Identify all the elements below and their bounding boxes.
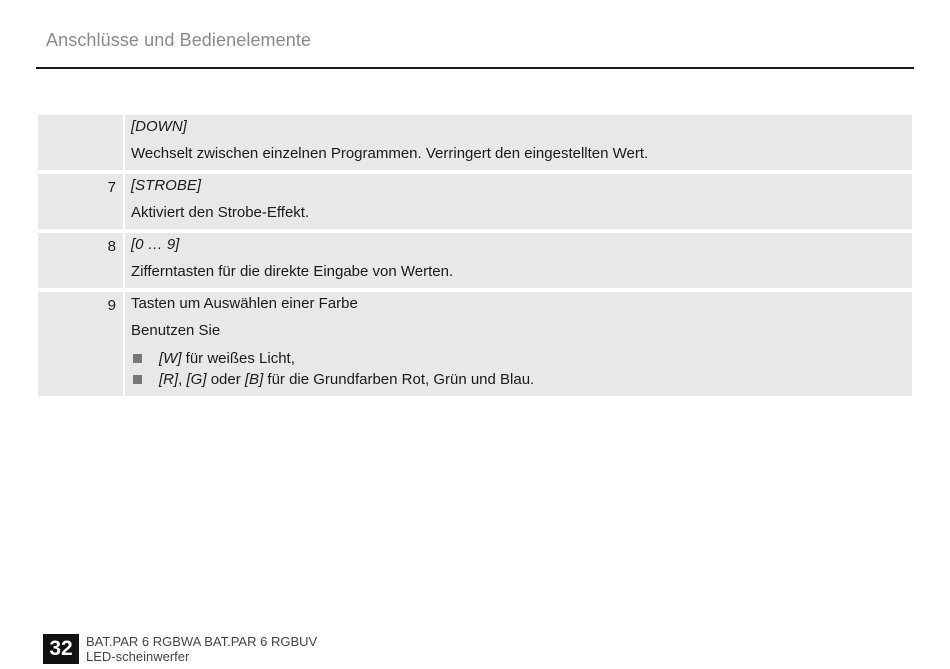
square-bullet-icon bbox=[133, 354, 142, 363]
list-item bbox=[131, 369, 906, 390]
separator: , bbox=[178, 371, 187, 388]
key-b: [B] bbox=[244, 371, 264, 388]
control-key: [0 … 9] bbox=[131, 236, 180, 253]
bullet-desc: für die Grundfarben Rot, Grün und Blau. bbox=[263, 371, 535, 388]
key-g: [G] bbox=[186, 371, 207, 388]
control-key: [DOWN] bbox=[131, 118, 187, 135]
page-number-badge: 32 bbox=[43, 634, 79, 664]
row-number: 7 bbox=[38, 174, 123, 229]
control-description: Wechselt zwischen einzelnen Programmen. Verringert den eingestellten Wert. bbox=[131, 145, 649, 162]
bullet-text bbox=[159, 348, 295, 369]
table-row bbox=[38, 115, 912, 170]
footer-product: BAT.PAR 6 RGBWA BAT.PAR 6 RGBUV bbox=[86, 634, 318, 649]
row-number: 8 bbox=[38, 233, 123, 288]
footer-subtitle: LED-scheinwerfer bbox=[86, 649, 190, 664]
table-row bbox=[38, 174, 912, 229]
page-header-title: Anschlüsse und Bedienelemente bbox=[46, 30, 312, 50]
control-description: Aktiviert den Strobe-Effekt. bbox=[131, 204, 310, 221]
row-number bbox=[38, 115, 123, 170]
footer-text bbox=[86, 634, 317, 664]
table-row bbox=[38, 233, 912, 288]
key-r: [R] bbox=[159, 371, 179, 388]
control-description: Zifferntasten für die direkte Eingabe von Werten. bbox=[131, 263, 454, 280]
row-content bbox=[125, 292, 912, 396]
row-content bbox=[125, 233, 912, 288]
controls-table bbox=[38, 115, 912, 400]
bullet-desc: für weißes Licht, bbox=[181, 350, 295, 367]
row-number: 9 bbox=[38, 292, 123, 396]
header-rule bbox=[36, 67, 914, 69]
separator: oder bbox=[206, 371, 245, 388]
square-bullet-icon bbox=[133, 375, 142, 384]
list-item bbox=[131, 348, 906, 369]
color-key-list bbox=[131, 348, 906, 390]
bullet-text bbox=[159, 369, 534, 390]
control-key: [STROBE] bbox=[131, 177, 202, 194]
control-description: Tasten um Auswählen einer Farbe bbox=[131, 295, 358, 312]
control-instruction: Benutzen Sie bbox=[131, 322, 221, 339]
table-row bbox=[38, 292, 912, 396]
key-w: [W] bbox=[159, 350, 182, 367]
row-content bbox=[125, 115, 912, 170]
row-content bbox=[125, 174, 912, 229]
